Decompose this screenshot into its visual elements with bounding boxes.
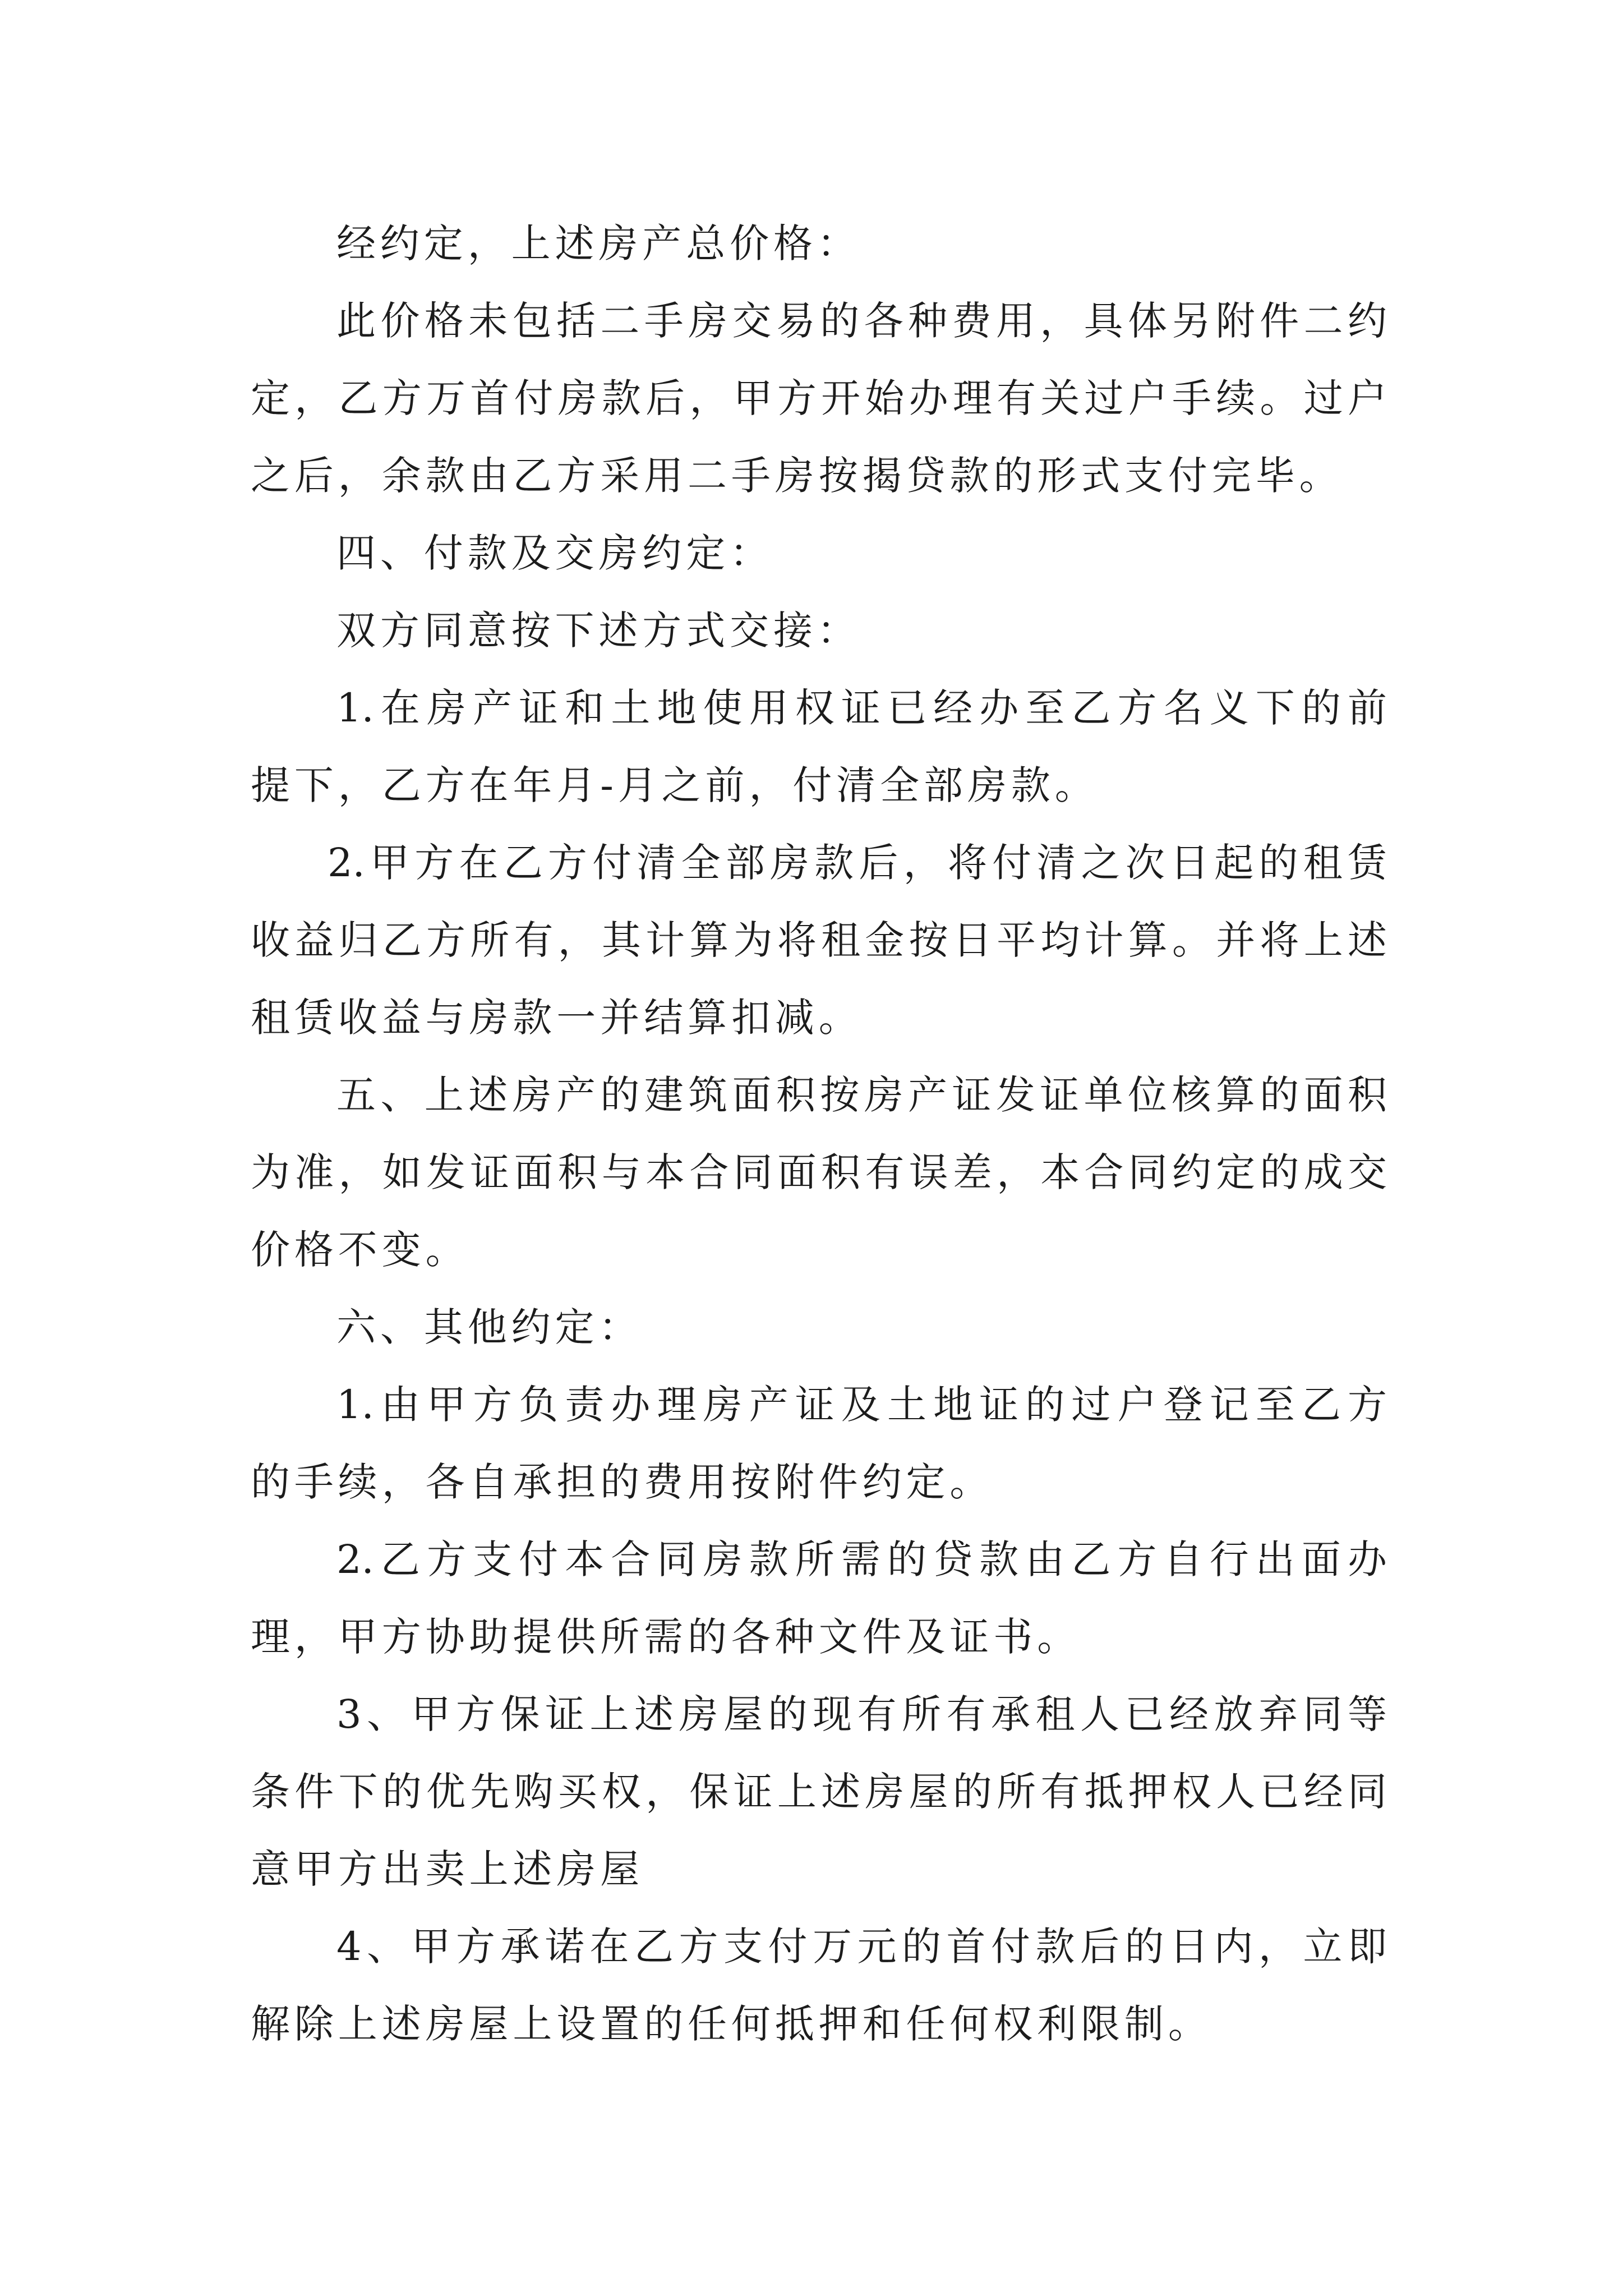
text-line: 提下，乙方在年月-月之前，付清全部房款。 xyxy=(251,762,1099,808)
price-exclusion-clause xyxy=(251,282,1387,514)
text-line: 4、甲方承诺在乙方支付万元的首付款后的日内，立即 xyxy=(336,1924,1387,1970)
text-line: 2.甲方在乙方付清全部房款后，将付清之次日起的租赁 xyxy=(328,840,1387,886)
text-line: 定，乙方万首付房款后，甲方开始办理有关过户手续。过户 xyxy=(251,375,1387,421)
text-line: 1.由甲方负责办理房产证及土地证的过户登记至乙方 xyxy=(336,1382,1387,1428)
text-line: 1.在房产证和土地使用权证已经办至乙方名义下的前 xyxy=(336,685,1387,731)
other-item-3 xyxy=(251,1676,1387,1908)
text-line: 价格不变。 xyxy=(251,1227,469,1273)
text-line: 四、付款及交房约定： xyxy=(336,530,773,576)
total-price-clause xyxy=(251,205,1387,282)
text-line: 五、上述房产的建筑面积按房产证发证单位核算的面积 xyxy=(336,1072,1387,1118)
text-line: 租赁收益与房款一并结算扣减。 xyxy=(251,995,863,1041)
text-line: 经约定，上述房产总价格： xyxy=(336,220,861,266)
text-line: 理，甲方协助提供所需的各种文件及证书。 xyxy=(251,1614,1081,1660)
section-five-area-clause xyxy=(251,1056,1387,1289)
other-item-4 xyxy=(251,1908,1387,2063)
other-item-2 xyxy=(251,1521,1387,1676)
text-line: 2.乙方支付本合同房款所需的贷款由乙方自行出面办 xyxy=(336,1536,1387,1582)
text-line: 此价格未包括二手房交易的各种费用，具体另附件二约 xyxy=(336,298,1387,344)
text-line: 条件下的优先购买权，保证上述房屋的所有抵押权人已经同 xyxy=(251,1769,1387,1815)
text-line: 之后，余款由乙方采用二手房按揭贷款的形式支付完毕。 xyxy=(251,453,1343,499)
text-line: 的手续，各自承担的费用按附件约定。 xyxy=(251,1459,994,1505)
payment-item-1 xyxy=(251,669,1387,824)
document-body xyxy=(251,205,1387,2063)
other-item-1 xyxy=(251,1366,1387,1521)
section-six-heading xyxy=(251,1289,1387,1366)
section-four-heading xyxy=(251,514,1387,592)
text-line: 收益归乙方所有，其计算为将租金按日平均计算。并将上述 xyxy=(251,917,1387,963)
handover-intro xyxy=(251,592,1387,669)
text-line: 意甲方出卖上述房屋 xyxy=(251,1846,644,1892)
text-line: 3、甲方保证上述房屋的现有所有承租人已经放弃同等 xyxy=(336,1691,1387,1737)
text-line: 为准，如发证面积与本合同面积有误差，本合同约定的成交 xyxy=(251,1149,1387,1195)
text-line: 解除上述房屋上设置的任何抵押和任何权利限制。 xyxy=(251,2001,1212,2047)
payment-item-2 xyxy=(251,824,1387,1056)
text-line: 六、其他约定： xyxy=(336,1304,643,1350)
text-line: 双方同意按下述方式交接： xyxy=(336,608,861,654)
